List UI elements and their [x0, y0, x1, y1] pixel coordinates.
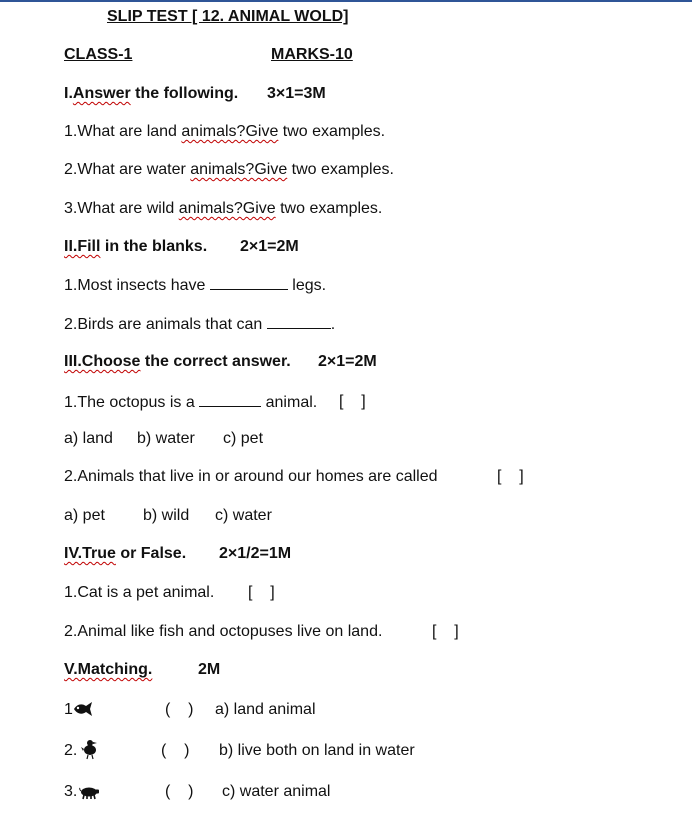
q-text: two examples.	[278, 123, 386, 140]
q-text: 2.What are water	[64, 161, 191, 178]
section-4-question-2: 2.Animal like fish and octopuses live on land.	[64, 623, 383, 640]
section-3-q1-option-b[interactable]: b) water	[137, 430, 195, 447]
fill-blank[interactable]	[267, 314, 331, 329]
section-4-heading-main: IV.True	[64, 545, 116, 562]
top-border-line	[0, 0, 692, 2]
section-3-q2-option-c[interactable]: c) water	[215, 507, 272, 524]
section-3-heading-main: III.Choose	[64, 353, 141, 370]
bird-icon	[80, 738, 100, 760]
section-3-question-1	[64, 392, 317, 413]
q-text: 3.What are wild	[64, 200, 179, 217]
q-text: two examples.	[275, 200, 383, 217]
q-squiggle-word: animals?Give	[178, 200, 276, 217]
match-row-3-number: 3.	[64, 783, 78, 800]
section-4-question-1: 1.Cat is a pet animal.	[64, 584, 215, 601]
section-4-heading-rest: or False.	[115, 545, 187, 562]
q-text: 1.Most insects have	[64, 277, 210, 294]
match-row-1-answer: a) land animal	[215, 701, 316, 718]
section-2-question-2	[64, 314, 335, 335]
section-3-question-2: 2.Animals that live in or around our homes are called	[64, 468, 438, 485]
section-3-q1-option-c[interactable]: c) pet	[223, 430, 264, 447]
section-2-question-1	[64, 275, 326, 296]
section-1-question-2	[64, 160, 394, 180]
q-text: 2.Birds are animals that can	[64, 316, 267, 333]
section-3-heading-rest: the correct answer.	[140, 353, 291, 370]
q-text: legs.	[287, 277, 327, 294]
fill-blank[interactable]	[199, 392, 261, 407]
section-1-heading-rest: the following.	[130, 85, 239, 102]
section-1-heading-main: Answer	[72, 85, 131, 102]
q-text: animal.	[261, 394, 318, 411]
match-row-3-answer: c) water animal	[222, 783, 331, 800]
answer-bracket[interactable]: [ ]	[497, 468, 524, 485]
page-title: SLIP TEST [ 12. ANIMAL WOLD]	[107, 8, 349, 25]
answer-bracket[interactable]: [ ]	[248, 584, 275, 601]
section-1-question-1	[64, 122, 385, 142]
match-row-2-answer: b) live both on land in water	[219, 742, 415, 759]
section-1-question-3	[64, 199, 382, 219]
section-1-marks: 3×1=3M	[267, 85, 326, 102]
q-text: 1.What are land	[64, 123, 182, 140]
fish-icon	[72, 701, 94, 717]
section-5-marks: 2M	[198, 661, 221, 678]
class-label: CLASS-1	[64, 46, 133, 63]
match-row-3-paren[interactable]: ( )	[165, 783, 194, 800]
section-4-heading	[64, 544, 186, 564]
q-text: .	[330, 316, 336, 333]
section-1-numeral: I.	[64, 85, 73, 102]
section-5-heading: V.Matching.	[64, 661, 153, 678]
q-squiggle-word: animals?Give	[190, 161, 288, 178]
q-squiggle-word: animals?Give	[181, 123, 279, 140]
section-3-marks: 2×1=2M	[318, 353, 377, 370]
match-row-2-paren[interactable]: ( )	[161, 742, 190, 759]
section-2-heading-rest: in the blanks.	[100, 238, 208, 255]
section-3-q2-option-b[interactable]: b) wild	[143, 507, 190, 524]
match-row-1-number: 1	[64, 701, 73, 718]
section-1-heading	[64, 84, 238, 104]
answer-bracket[interactable]: [ ]	[432, 623, 459, 640]
section-3-q1-option-a[interactable]: a) land	[64, 430, 113, 447]
section-2-heading-main: II.Fill	[64, 238, 101, 255]
fill-blank[interactable]	[210, 275, 288, 290]
q-text: 1.The octopus is a	[64, 394, 200, 411]
pig-icon	[78, 786, 100, 800]
match-row-1-paren[interactable]: ( )	[165, 701, 194, 718]
section-3-q2-option-a[interactable]: a) pet	[64, 507, 105, 524]
answer-bracket[interactable]: [ ]	[339, 393, 366, 410]
section-2-marks: 2×1=2M	[240, 238, 299, 255]
q-text: two examples.	[287, 161, 394, 178]
section-2-heading	[64, 237, 207, 257]
match-row-2-number: 2.	[64, 742, 78, 759]
marks-label: MARKS-10	[271, 46, 353, 63]
section-3-heading	[64, 352, 291, 372]
section-4-marks: 2×1/2=1M	[219, 545, 292, 562]
